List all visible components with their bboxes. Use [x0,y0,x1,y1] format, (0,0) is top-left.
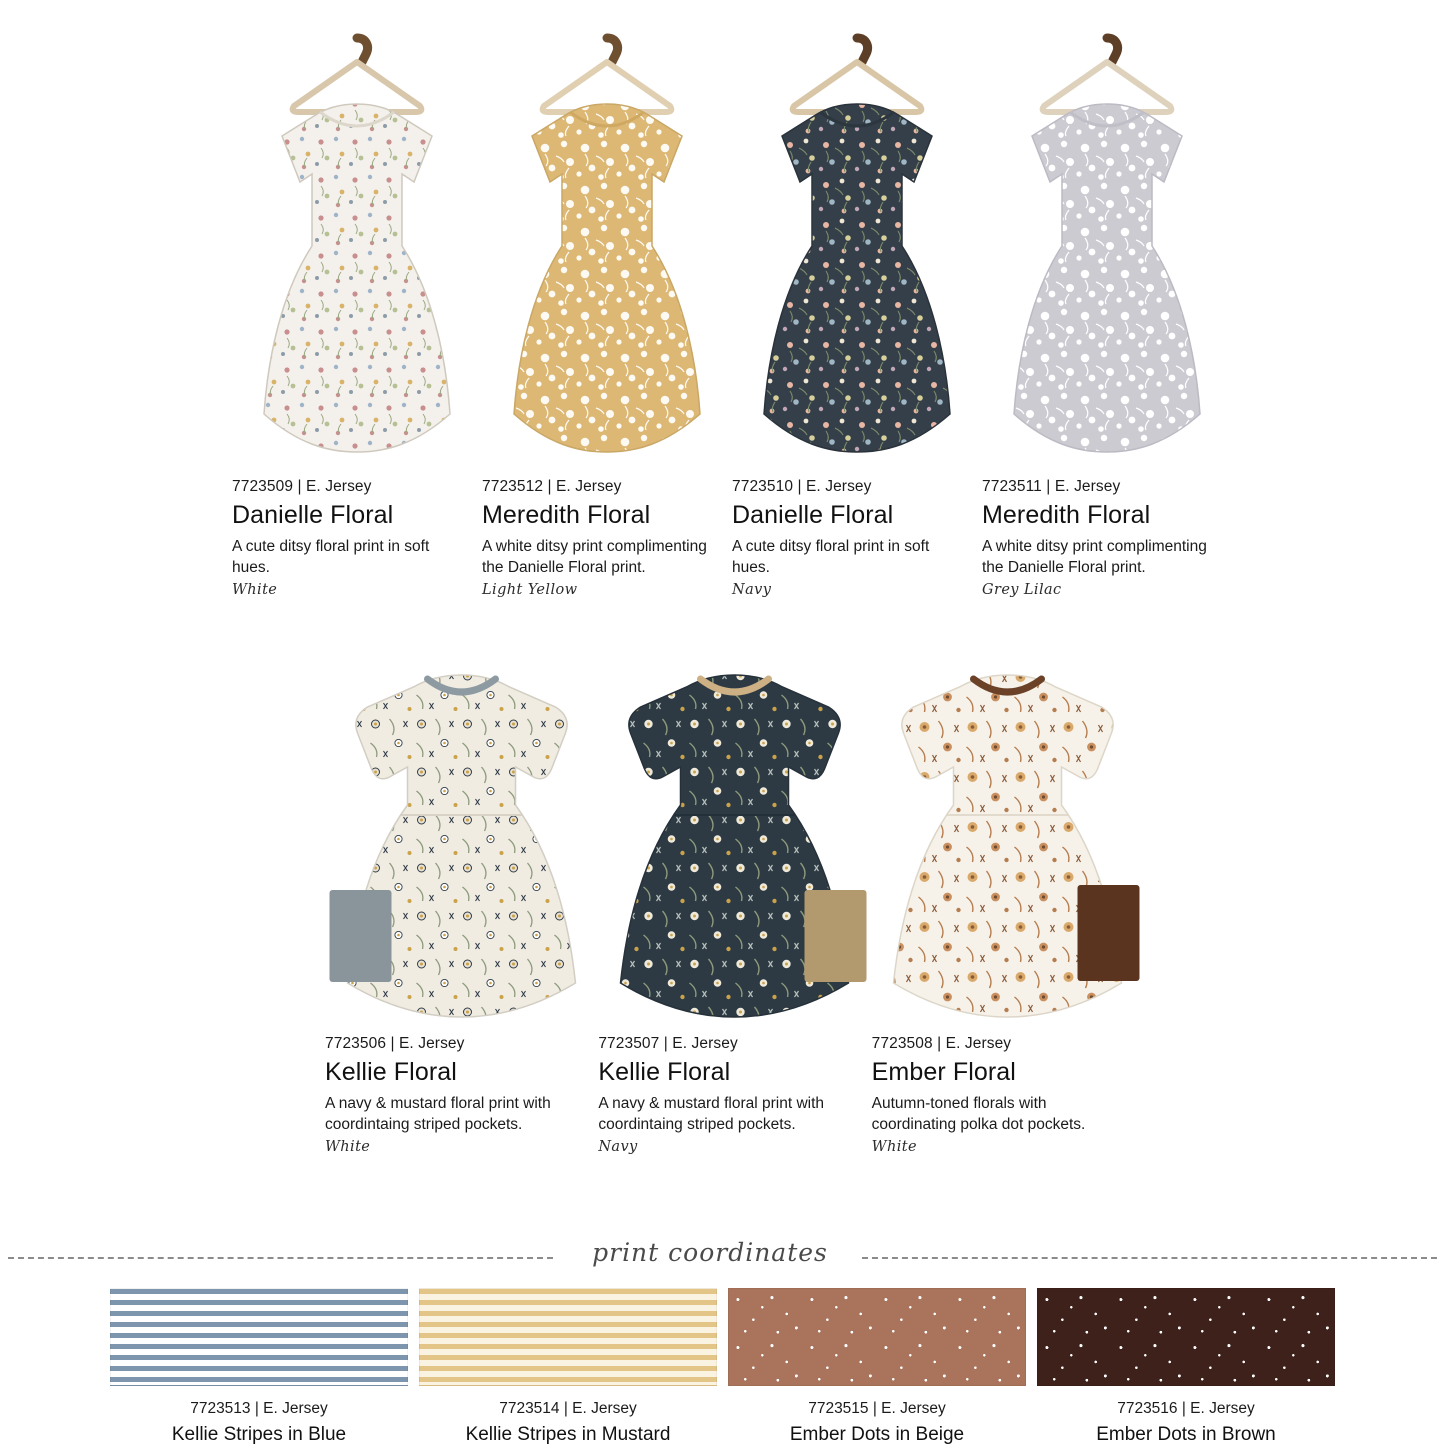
divider-line-left [8,1257,553,1259]
product-caption [982,478,1232,598]
product-name: Danielle Floral [232,501,394,529]
product-name: Ember Floral [871,1058,1016,1086]
product-caption [872,1035,1145,1155]
product-name: Kellie Floral [598,1058,731,1086]
product-card[interactable] [982,18,1232,598]
dress-illustration [746,96,968,466]
product-color: White [325,1139,371,1156]
swatch-name: Kellie Stripes in Blue [171,1424,347,1445]
product-image [598,645,871,1035]
product-caption [732,478,982,598]
product-color: White [871,1139,917,1156]
product-image [482,18,732,478]
pocket [329,890,391,982]
product-caption [325,1035,598,1155]
product-description: A cute ditsy floral print in soft hues. [732,538,930,576]
swatch-sku: 7723513 | E. Jersey [190,1400,328,1417]
pocket [1078,885,1140,981]
product-description: A cute ditsy floral print in soft hues. [232,538,430,576]
product-image [732,18,982,478]
product-card[interactable] [325,645,598,1155]
product-card[interactable] [232,18,482,598]
product-color: Grey Lilac [982,582,1062,599]
dress-illustration [592,665,877,1035]
product-caption [598,1035,871,1155]
swatch-card[interactable] [725,1288,1030,1446]
product-sku: 7723509 | E. Jersey [232,478,372,495]
dress-illustration [996,96,1218,466]
dress-illustration [246,96,468,466]
print-coordinates-divider [0,1238,1445,1278]
product-color: Navy [732,582,772,599]
divider-line-right [862,1257,1437,1259]
pocket [804,890,866,982]
product-name: Meredith Floral [982,501,1151,529]
swatch-sku: 7723516 | E. Jersey [1117,1400,1255,1417]
product-color: Navy [598,1139,638,1156]
product-caption [482,478,732,598]
product-card[interactable] [598,645,871,1155]
swatch-name: Kellie Stripes in Mustard [465,1424,671,1445]
dress-illustration [496,96,718,466]
product-description: Autumn-toned florals with coordinating polka dot pockets. [871,1095,1086,1133]
product-image [232,18,482,478]
product-sku: 7723507 | E. Jersey [598,1035,738,1052]
swatch-mustard-stripes [419,1288,717,1386]
product-description: A white ditsy print complimenting the Danielle Floral print. [982,538,1207,576]
dress-illustration [866,665,1151,1035]
product-image [872,645,1145,1035]
product-name: Kellie Floral [325,1058,457,1086]
swatch-blue-stripes [110,1288,408,1386]
product-name: Danielle Floral [732,501,894,529]
swatch-name: Ember Dots in Brown [1096,1424,1276,1445]
product-card[interactable] [482,18,732,598]
coordinate-swatches [0,1288,1445,1446]
swatch-card[interactable] [107,1288,412,1446]
product-caption [232,478,482,598]
print-coordinates-label: print coordinates [592,1238,828,1267]
product-sku: 7723512 | E. Jersey [482,478,622,495]
swatch-card[interactable] [416,1288,721,1446]
swatch-name: Ember Dots in Beige [789,1424,965,1445]
dress-illustration [319,665,604,1035]
product-sku: 7723506 | E. Jersey [325,1035,465,1052]
product-description: A navy & mustard floral print with coordintaing striped pockets. [325,1095,551,1133]
product-row-pocket [325,645,1145,1155]
product-description: A white ditsy print complimenting the Danielle Floral print. [482,538,707,576]
product-color: Light Yellow [482,582,578,599]
swatch-brown-dots [1037,1288,1335,1386]
product-card[interactable] [872,645,1145,1155]
product-sku: 7723510 | E. Jersey [732,478,872,495]
product-row-skater [232,18,1232,598]
swatch-card[interactable] [1034,1288,1339,1446]
product-color: White [232,582,278,599]
swatch-sku: 7723515 | E. Jersey [808,1400,946,1417]
product-name: Meredith Floral [482,501,651,529]
swatch-beige-dots [728,1288,1026,1386]
swatch-sku: 7723514 | E. Jersey [499,1400,637,1417]
product-description: A navy & mustard floral print with coordintaing striped pockets. [598,1095,825,1133]
product-card[interactable] [732,18,982,598]
product-image [982,18,1232,478]
product-image [325,645,598,1035]
product-sku: 7723511 | E. Jersey [982,478,1121,495]
product-sku: 7723508 | E. Jersey [871,1035,1012,1052]
